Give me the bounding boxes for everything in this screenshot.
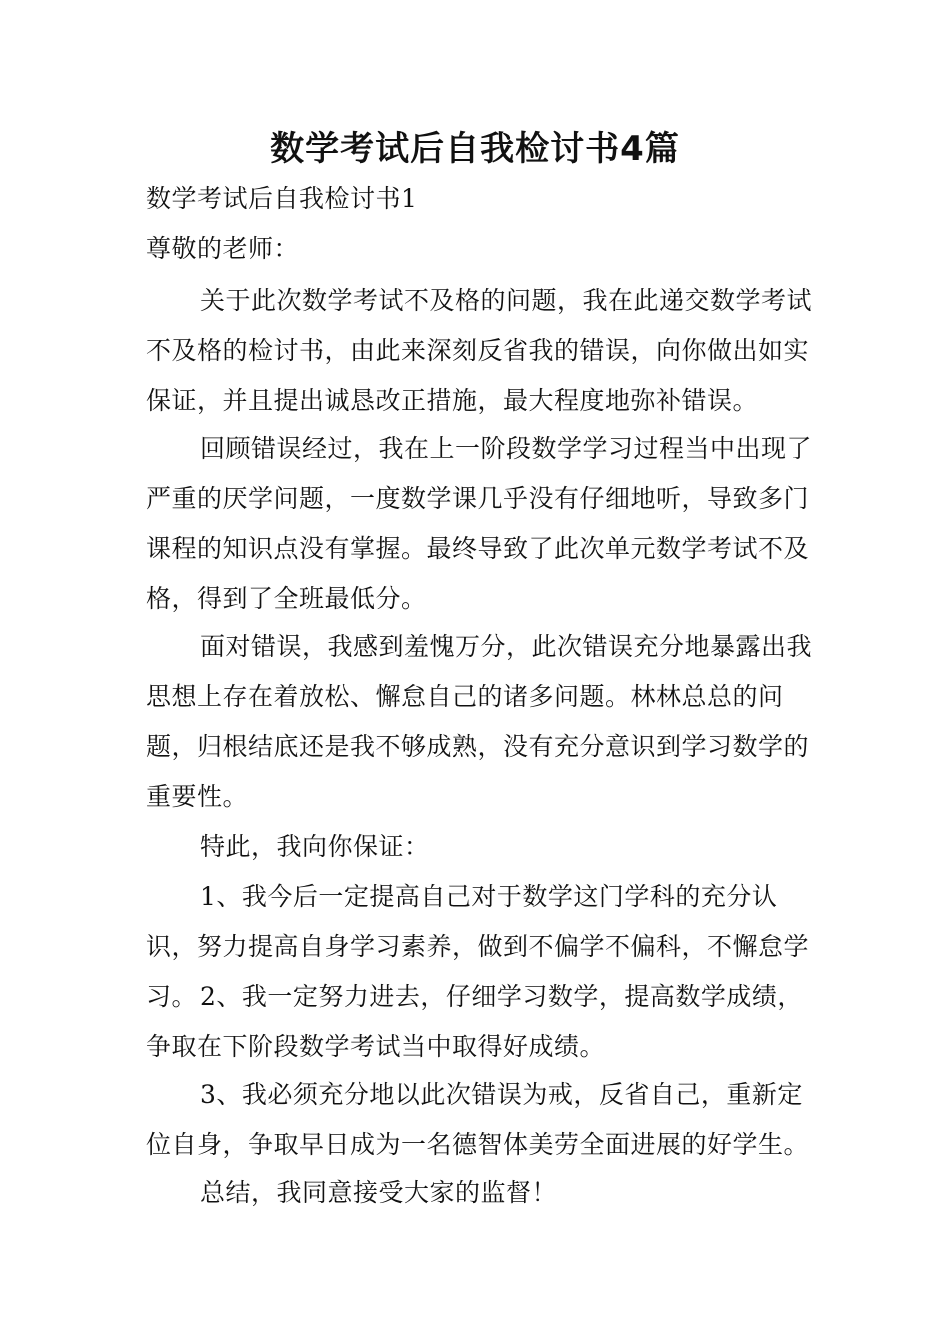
closing-paragraph: 总结，我同意接受大家的监督！ [200,1178,558,1207]
list-item-3: 3、我必须充分地以此次错误为戒，反省自己，重新定位自身，争取早日成为一名德智体美劳全面进展的好学生。 [146,1080,810,1159]
paragraph-3: 面对错误，我感到羞愧万分，此次错误充分地暴露出我思想上存在着放松、懈怠自己的诸多问题。林林总总的问题，归根结底还是我不够成熟，没有充分意识到学习数学的重要性。 [146,632,813,811]
paragraph-2: 回顾错误经过，我在上一阶段数学学习过程当中出现了严重的厌学问题，一度数学课几乎没有仔细地听，导致多门课程的知识点没有掌握。最终导致了此次单元数学考试不及格，得到了全班最低分。 [146,434,813,613]
section-subtitle: 数学考试后自我检讨书1 [146,184,418,213]
list-item-1: 1、我今后一定提高自己对于数学这门学科的充分认识，努力提高自身学习素养，做到不偏学不偏科，不懈怠学习。 [146,882,810,1011]
paragraph-4: 特此，我向你保证： [200,832,430,861]
salutation: 尊敬的老师： [146,234,300,263]
paragraph-1: 关于此次数学考试不及格的问题，我在此递交数学考试不及格的检讨书，由此来深刻反省我的错误，向你做出如实保证，并且提出诚恳改正措施，最大程度地弥补错误。 [146,286,813,415]
list-item-2: 2、我一定努力进去，仔细学习数学，提高数学成绩，争取在下阶段数学考试当中取得好成绩。 [146,982,803,1061]
document-title: 数学考试后自我检讨书4篇 [270,129,680,169]
